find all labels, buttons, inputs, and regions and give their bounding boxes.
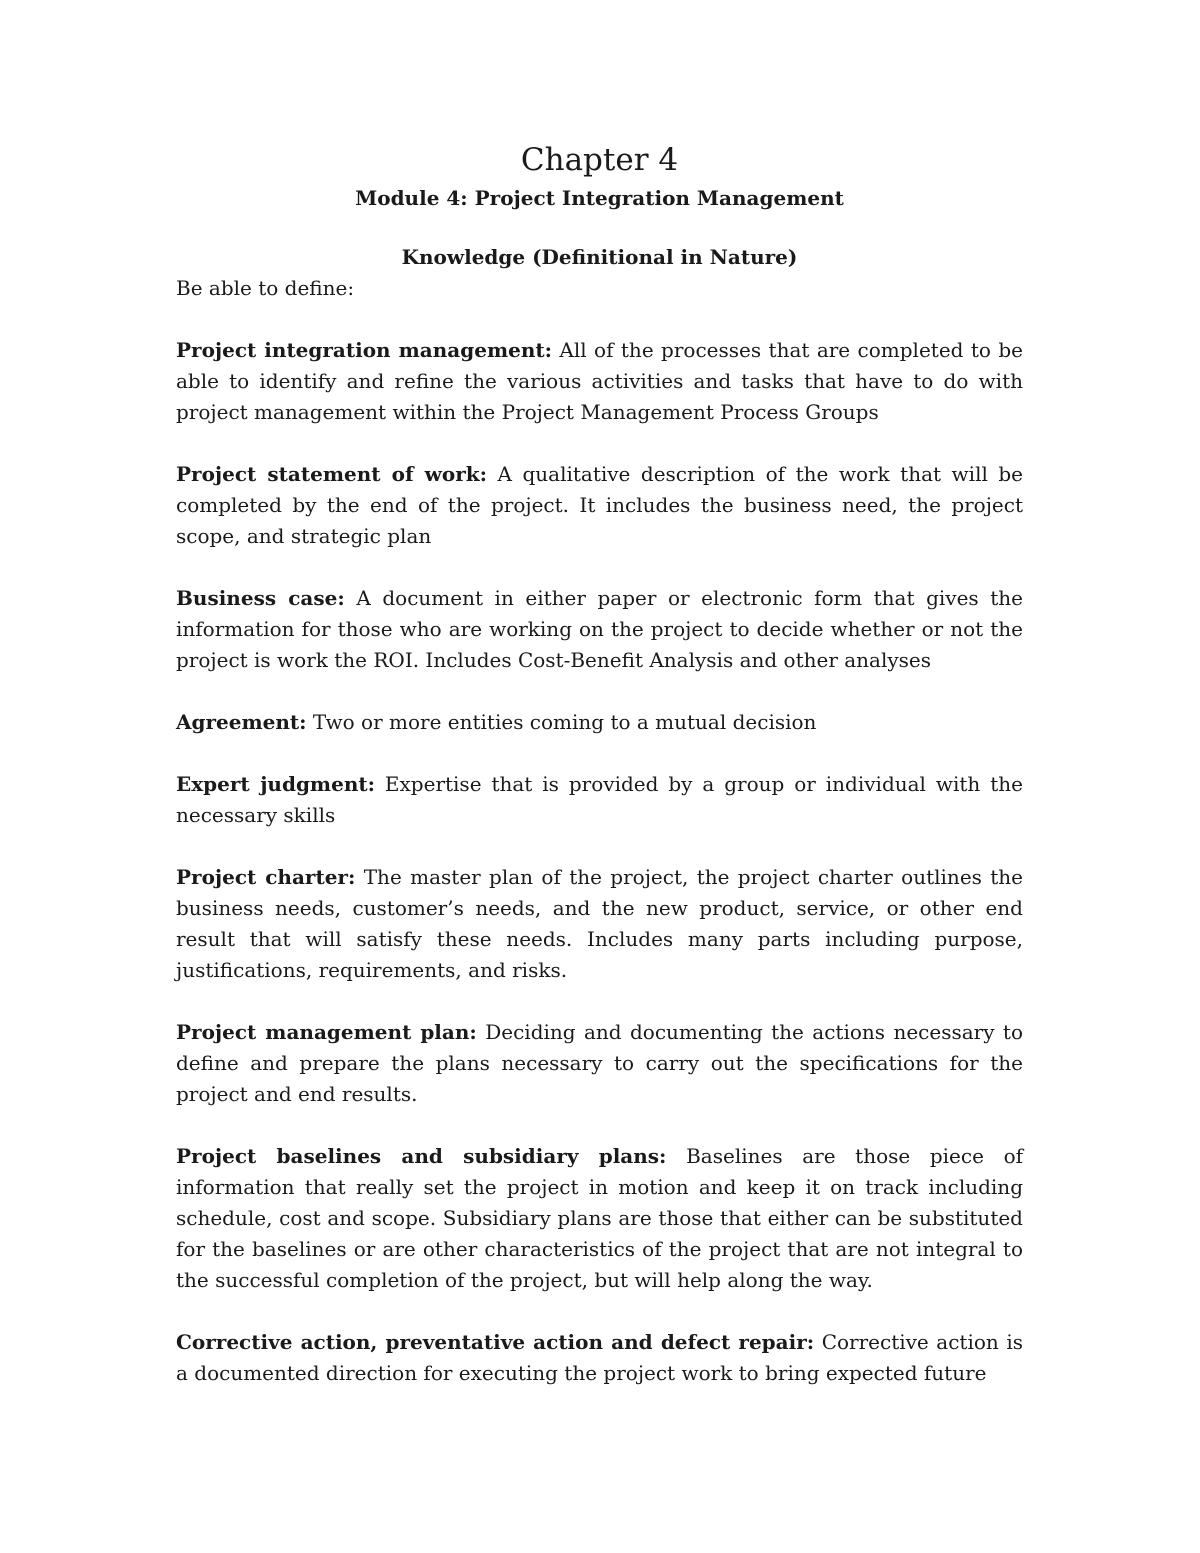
page-content	[176, 140, 1023, 1420]
definition-item	[176, 459, 1023, 552]
definition-item	[176, 583, 1023, 676]
definition-term: Agreement:	[176, 710, 307, 734]
definition-text: Baselines are those piece of information that really set the project in motion and keep it on track including schedule, cost and scope. Subsidiary plans are those that either can be substituted for the baselines or are other characteristics of the project that are not integral to the successful completion of the project, but will help along the way.	[176, 1144, 1024, 1292]
definition-term: Project baselines and subsidiary plans:	[176, 1144, 667, 1168]
definition-term: Project charter:	[176, 865, 356, 889]
definition-term: Corrective action, preventative action and defect repair:	[176, 1330, 815, 1354]
definition-item	[176, 769, 1023, 831]
definition-text: A qualitative description of the work that will be completed by the end of the project. It includes the business need, the project scope, and strategic plan	[176, 462, 1024, 548]
definition-term: Project integration management:	[176, 338, 552, 362]
definition-text: A document in either paper or electronic form that gives the information for those who are working on the project to decide whether or not the project is work the ROI. Includes Cost-Benefit Analysis and other analyses	[176, 586, 1024, 672]
definition-item	[176, 1327, 1023, 1389]
definition-term: Business case:	[176, 586, 345, 610]
definition-item	[176, 862, 1023, 986]
definition-text: All of the processes that are completed to be able to identify and refine the various activities and tasks that have to do with project management within the Project Management Process Groups	[176, 338, 1023, 424]
chapter-title: Chapter 4	[520, 142, 679, 178]
definition-item	[176, 1017, 1023, 1110]
definition-term: Expert judgment:	[176, 772, 375, 796]
module-title: Module 4: Project Integration Management	[355, 186, 844, 210]
definition-text: Two or more entities coming to a mutual decision	[312, 710, 817, 734]
definition-item	[176, 1141, 1023, 1296]
definition-list	[176, 335, 1023, 1389]
intro-text: Be able to define:	[176, 276, 355, 300]
definition-term: Project management plan:	[176, 1020, 477, 1044]
definition-text: Corrective action is a documented direction for executing the project work to bring expected future	[176, 1330, 1023, 1385]
definition-term: Project statement of work:	[176, 462, 487, 486]
definition-text: Expertise that is provided by a group or individual with the necessary skills	[176, 772, 1023, 827]
definition-item	[176, 335, 1023, 428]
definition-item	[176, 707, 1023, 738]
definition-text: The master plan of the project, the project charter outlines the business needs, customer’s needs, and the new product, service, or other end result that will satisfy these needs. Includes many parts including purpose, justifications, requirements, and risks.	[176, 865, 1024, 982]
definition-text: Deciding and documenting the actions necessary to define and prepare the plans necessary to carry out the specifications for the project and end results.	[176, 1020, 1024, 1106]
section-title: Knowledge (Definitional in Nature)	[401, 245, 798, 269]
